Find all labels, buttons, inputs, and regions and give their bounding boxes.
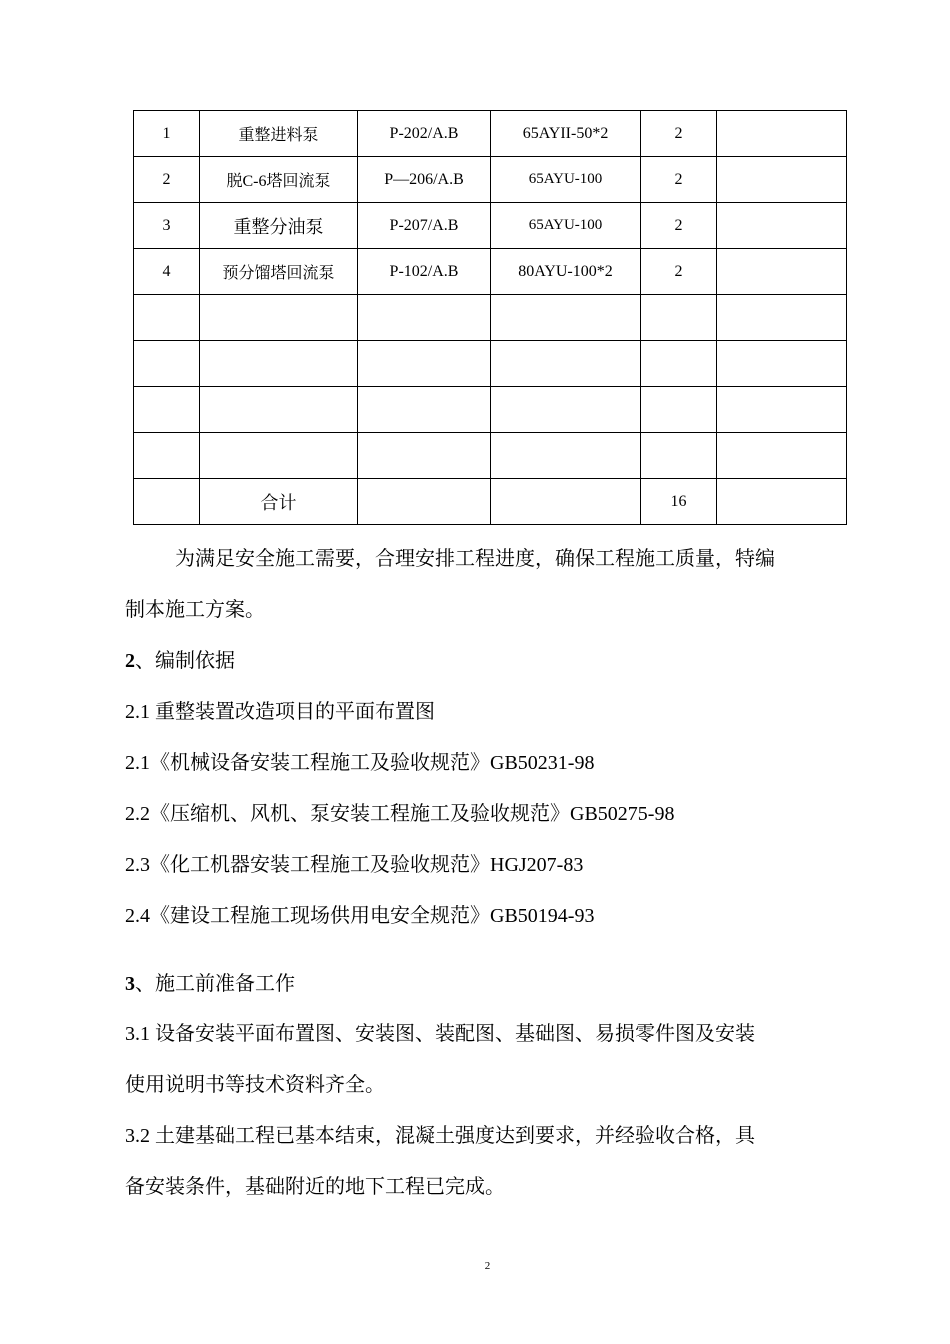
section-3-p1-line-2: 使用说明书等技术资料齐全。	[125, 1074, 385, 1096]
total-qty: 16	[641, 479, 717, 525]
intro-line-1: 为满足安全施工需要，合理安排工程进度，确保工程施工质量，特编	[175, 548, 775, 570]
cell-note	[717, 111, 847, 157]
table-row-total	[134, 479, 847, 525]
table-row	[134, 111, 847, 157]
cell-tag: P-202/A.B	[358, 111, 491, 157]
cell-note	[717, 157, 847, 203]
cell-note	[717, 249, 847, 295]
section-2-item: 2.4《建设工程施工现场供用电安全规范》GB50194-93	[125, 905, 595, 927]
section-2-item: 2.2《压缩机、风机、泵安装工程施工及验收规范》GB50275-98	[125, 803, 675, 825]
cell-name: 脱C-6塔回流泵	[200, 157, 358, 203]
page-number: 2	[484, 1260, 491, 1272]
cell-tag: P—206/A.B	[358, 157, 491, 203]
equipment-table	[133, 110, 847, 525]
table-row	[134, 157, 847, 203]
cell-qty: 2	[641, 203, 717, 249]
table-row	[134, 203, 847, 249]
table-row-empty	[134, 433, 847, 479]
total-label: 合计	[200, 479, 358, 525]
section-3-title: 、施工前准备工作	[135, 973, 295, 995]
cell-model: 65AYU-100	[491, 157, 641, 203]
section-3-heading	[125, 970, 295, 998]
cell-tag: P-102/A.B	[358, 249, 491, 295]
section-3-p2-line-2: 备安装条件，基础附近的地下工程已完成。	[125, 1176, 505, 1198]
table-row	[134, 249, 847, 295]
table-row-empty	[134, 341, 847, 387]
section-3-number: 3	[125, 973, 135, 995]
intro-line-2: 制本施工方案。	[125, 599, 265, 621]
section-2-item: 2.3《化工机器安装工程施工及验收规范》HGJ207-83	[125, 854, 584, 876]
table-row-empty	[134, 295, 847, 341]
cell-qty: 2	[641, 111, 717, 157]
cell-qty: 2	[641, 249, 717, 295]
section-2-title: 、编制依据	[135, 650, 235, 672]
cell-model: 65AYII-50*2	[491, 111, 641, 157]
section-2-item: 2.1 重整装置改造项目的平面布置图	[125, 701, 435, 723]
cell-no: 1	[134, 111, 200, 157]
cell-note	[717, 203, 847, 249]
section-2-heading	[125, 647, 235, 675]
section-2-item: 2.1《机械设备安装工程施工及验收规范》GB50231-98	[125, 752, 595, 774]
section-2-number: 2	[125, 650, 135, 672]
cell-no: 4	[134, 249, 200, 295]
cell-model: 65AYU-100	[491, 203, 641, 249]
cell-model: 80AYU-100*2	[491, 249, 641, 295]
table-row-empty	[134, 387, 847, 433]
cell-name: 重整进料泵	[200, 111, 358, 157]
cell-name: 预分馏塔回流泵	[200, 249, 358, 295]
section-3-p1-line-1: 3.1 设备安装平面布置图、安装图、装配图、基础图、易损零件图及安装	[125, 1023, 755, 1045]
cell-no: 2	[134, 157, 200, 203]
cell-no: 3	[134, 203, 200, 249]
cell-name: 重整分油泵	[200, 203, 358, 249]
cell-tag: P-207/A.B	[358, 203, 491, 249]
section-3-p2-line-1: 3.2 土建基础工程已基本结束，混凝土强度达到要求，并经验收合格，具	[125, 1125, 755, 1147]
cell-qty: 2	[641, 157, 717, 203]
